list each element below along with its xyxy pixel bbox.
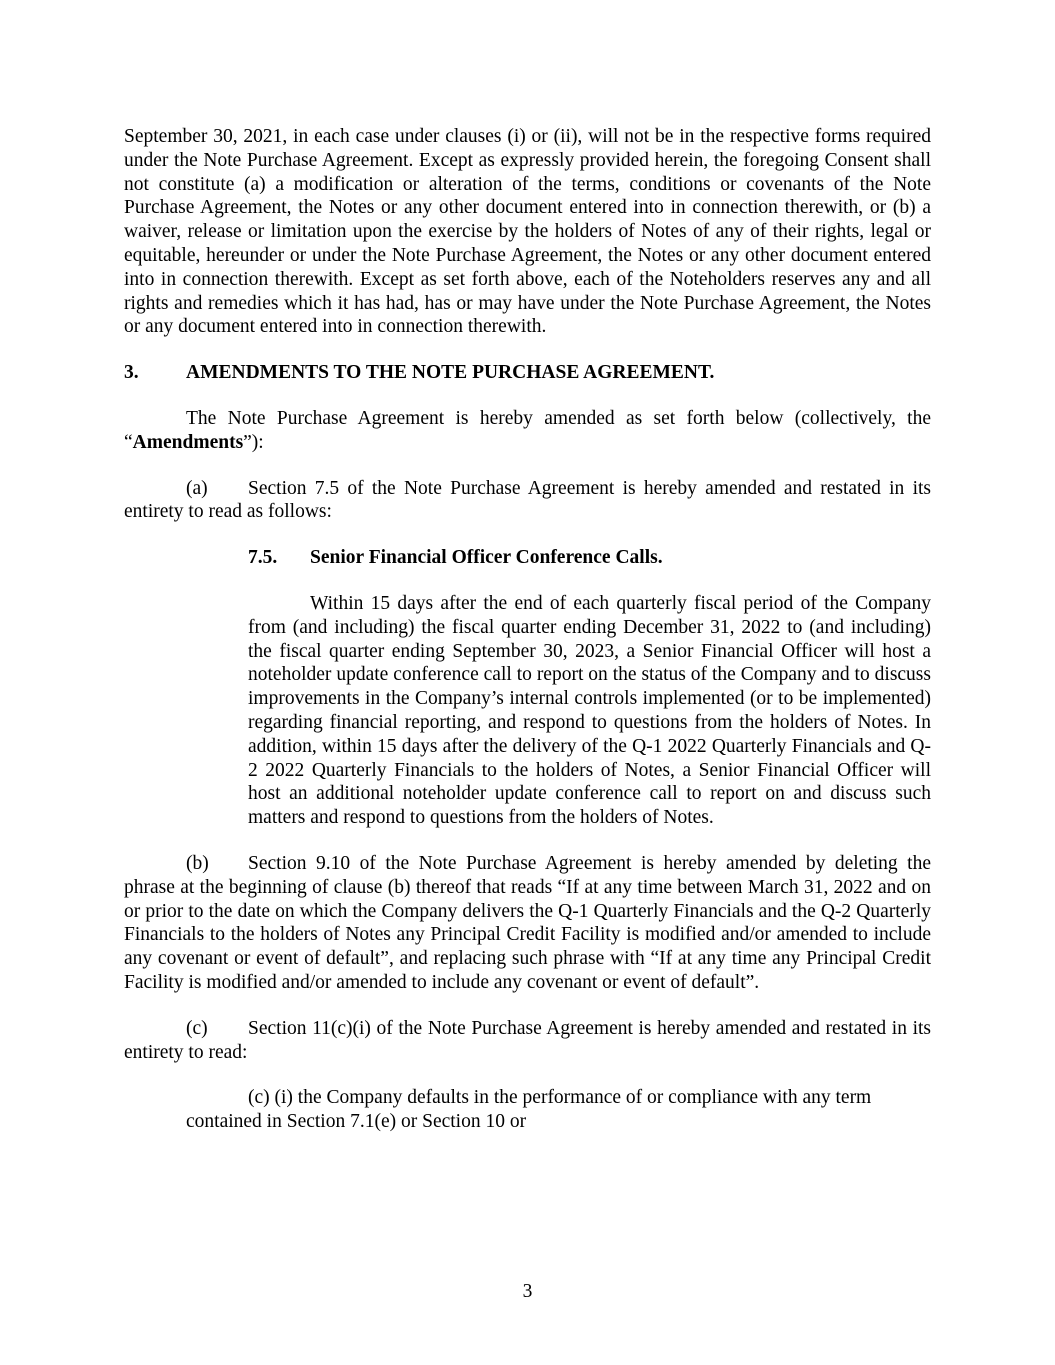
quoted-clause-line-1: (c) (i) the Company defaults in the performance of or compliance with any term (248, 1087, 872, 1109)
section-3-title: AMENDMENTS TO THE NOTE PURCHASE AGREEMENT. (186, 362, 715, 384)
section-3-intro-after: ”): (243, 431, 264, 453)
section-3-heading (124, 361, 931, 385)
section-3-intro (124, 407, 931, 455)
document-page (124, 125, 931, 1134)
amendment-b-text: Section 9.10 of the Note Purchase Agreement is hereby amended by deleting the phrase at the beginning of clause (b) thereof that reads “If at any time between March 31, 2022 and on or prior to the date on which the Company delivers the Q-1 Quarterly Financials and the Q-2 Quarterly Financials to the holders of Notes any Principal Credit Facility is modified and/or amended to include any covenant or event of default”, and replacing such phrase with “If at any time any Principal Credit Facility is modified and/or amended to include any covenant or event of default”. (124, 852, 931, 993)
amendment-a-label: (a) (186, 477, 208, 499)
amendment-c-text: Section 11(c)(i) of the Note Purchase Agreement is hereby amended and restated in its entirety to read: (124, 1017, 931, 1063)
amendment-a-text: Section 7.5 of the Note Purchase Agreement is hereby amended and restated in its entirety to read as follows: (124, 477, 931, 523)
section-7-5-quoted-block (248, 546, 931, 830)
section-7-5-title: Senior Financial Officer Conference Calls. (310, 547, 663, 569)
section-7-5-heading (248, 546, 931, 570)
amendment-b-paragraph (124, 852, 931, 995)
section-3-intro-before: The Note Purchase Agreement is hereby amended as set forth below (collectively, the “ (124, 407, 931, 453)
amendment-b-label: (b) (186, 852, 209, 874)
amendments-defined-term: Amendments (132, 431, 244, 453)
amendment-a-paragraph (124, 477, 931, 525)
amendment-c-paragraph (124, 1017, 931, 1065)
section-7-5-body: Within 15 days after the end of each quarterly fiscal period of the Company from (and including) the fiscal quarter ending December 31, 2022 to (and including) the fiscal quarter ending September 30, 2023, a Senior Financial Officer will host a noteholder update conference call to report on the status of the Company and to discuss improvements in the Company’s internal controls implemented (or to be implemented) regarding financial reporting, and respond to questions from the holders of Notes. In addition, within 15 days after the delivery of the Q-1 2022 Quarterly Financials and Q-2 2022 Quarterly Financials to the holders of Notes, a Senior Financial Officer will host an additional noteholder update conference call to report on and discuss such matters and respond to questions from the holders of Notes. (248, 592, 931, 829)
quoted-clause-line-2: contained in Section 7.1(e) or Section 10 or (186, 1111, 527, 1133)
section-7-5-number: 7.5. (248, 547, 278, 569)
section-11-quoted-clause (186, 1086, 931, 1134)
amendment-c-label: (c) (186, 1017, 208, 1039)
continuation-paragraph: September 30, 2021, in each case under clauses (i) or (ii), will not be in the respective forms required under the Note Purchase Agreement. Except as expressly provided herein, the foregoing Consent shall not constitute (a) a modification or alteration of the terms, conditions or covenants of the Note Purchase Agreement, the Notes or any other document entered into in connection therewith, or (b) a waiver, release or limitation upon the exercise by the holders of Notes of any of their rights, legal or equitable, hereunder or under the Note Purchase Agreement, the Notes or any other document entered into in connection therewith. Except as set forth above, each of the Noteholders reserves any and all rights and remedies which it has had, has or may have under the Note Purchase Agreement, the Notes or any document entered into in connection therewith. (124, 126, 931, 338)
section-3-number: 3. (124, 362, 139, 384)
page-number: 3 (522, 1281, 533, 1302)
